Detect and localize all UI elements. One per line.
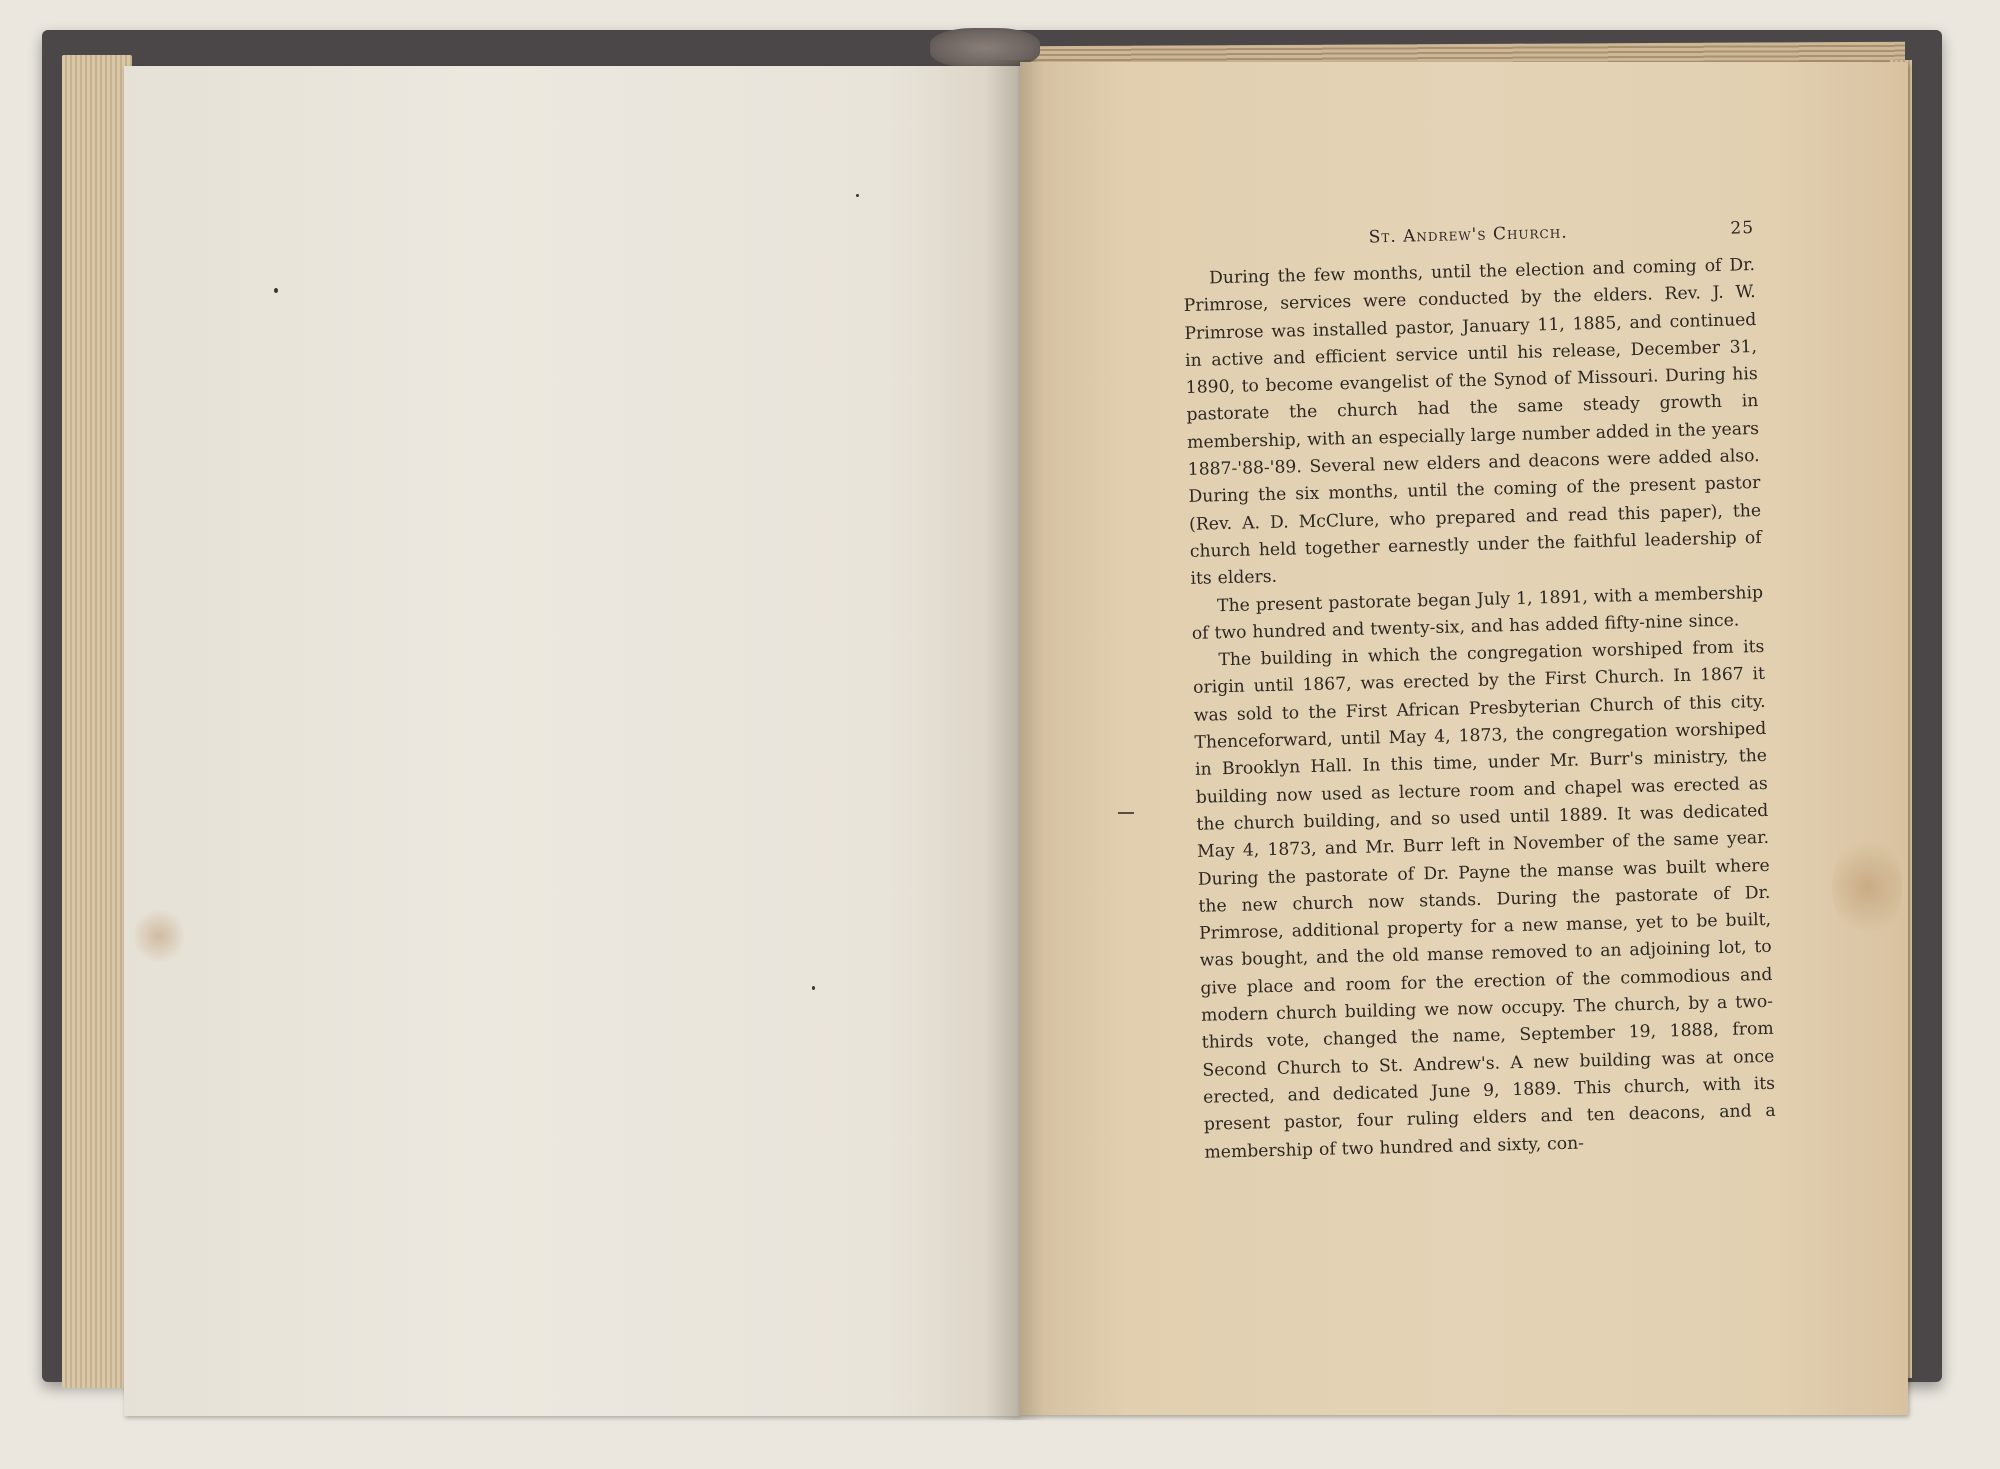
- page-text: [1182, 218, 1777, 1166]
- foxing-stain: [134, 906, 184, 966]
- running-title: St. Andrew's Church.: [1368, 222, 1568, 248]
- gutter-shadow: [985, 60, 1045, 1420]
- ink-speck: [274, 288, 278, 293]
- foxing-stain: [1832, 832, 1902, 942]
- page-edges-left: [62, 55, 132, 1388]
- ink-speck: [812, 986, 815, 990]
- paragraph: The present pastorate began July 1, 1891, with a membership of two hundred and twenty-six, and has added fifty-nine since.: [1191, 582, 1764, 644]
- paragraph: During the few months, until the election and coming of Dr. Primrose, services were conducted by the elders. Rev. J. W. Primrose was installed pastor, January 11, 1885, and continued in active and efficient service until his release, December 31, 1890, to become evangelist of the Synod of Missouri. During his pastorate the church had the same steady growth in membership, with an especially large number added in the years 1887-'88-'89. Several new elders and deacons were added also. During the six months, until the coming of the present pastor (Rev. A. D. McClure, who prepared and read this paper), the church held together earnestly under the faithful leadership of its elders.: [1183, 255, 1762, 590]
- margin-mark: [1118, 812, 1134, 814]
- blank-left-page: [124, 66, 1020, 1416]
- page-number: 25: [1730, 218, 1755, 239]
- ink-speck: [856, 194, 859, 197]
- paragraph: The building in which the congregation worshiped from its origin until 1867, was erected by the First Church. In 1867 it was sold to the First African Presbyterian Church of this city. Thenceforward, until May 4, 1873, the congregation worshiped in Brooklyn Hall. In this time, under Mr. Burr's ministry, the building now used as lecture room and chapel was erected as the church building, and so used until 1889. It was dedicated May 4, 1873, and Mr. Burr left in November of the same year. During the pastorate of Dr. Payne the manse was built where the new church now stands. During the pastorate of Dr. Primrose, additional property for a new manse, yet to be built, was bought, and the old manse removed to an adjoining lot, to give place and room for the erection of the commodious and modern church building we now occupy. The church, by a two-thirds vote, changed the name, September 19, 1888, from Second Church to St. Andrew's. A new building was at once erected, and dedicated June 9, 1889. This church, with its present pastor, four ruling elders and ten deacons, and a membership of two hundred and sixty, con-: [1192, 637, 1776, 1163]
